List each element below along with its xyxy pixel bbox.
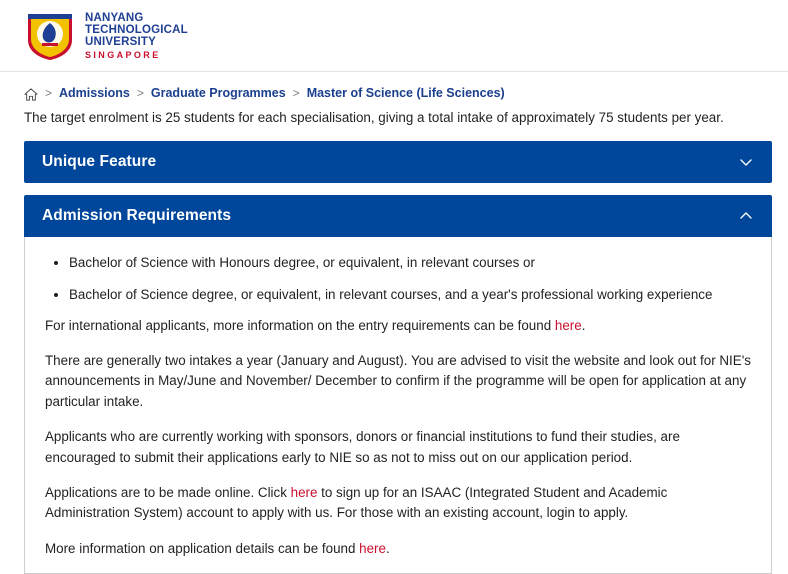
breadcrumb-separator-2: >	[136, 86, 144, 100]
breadcrumb-separator-3: >	[292, 86, 300, 100]
breadcrumb-item-graduate-programmes[interactable]: Graduate Programmes	[150, 86, 286, 100]
paragraph-more-information	[45, 539, 751, 559]
intro-paragraph: The target enrolment is 25 students for each specialisation, giving a total intake of approximately 75 students per year.	[24, 110, 724, 125]
accordion-header-unique-feature[interactable]	[24, 141, 772, 183]
logo-line-3: UNIVERSITY	[85, 36, 157, 49]
accordion-title-unique-feature: Unique Feature	[42, 153, 157, 171]
ntu-crest-icon	[24, 10, 76, 62]
list-item: • Bachelor of Science degree, or equivalent, in relevant courses, and a year's professional working experience	[69, 285, 751, 305]
chevron-down-icon[interactable]	[738, 154, 754, 170]
paragraph-text-tail: to sign up for an ISAAC (Integrated Student and Academic Administration System) account to apply with us. For those with an existing account, login to apply.	[45, 484, 668, 521]
paragraph-text-tail: .	[385, 540, 390, 556]
breadcrumb	[0, 72, 788, 100]
link-isaac-signup-here[interactable]: here	[290, 484, 318, 500]
home-icon[interactable]	[24, 88, 38, 101]
paragraph-sponsors: Applicants who are currently working with sponsors, donors or financial institutions to fund their studies, are encouraged to submit their applications early to NIE so as not to miss out on our application period.	[45, 429, 680, 465]
chevron-up-icon[interactable]	[738, 208, 754, 224]
breadcrumb-item-master-of-science[interactable]: Master of Science (Life Sciences)	[306, 86, 505, 100]
paragraph-text-tail: .	[581, 317, 586, 333]
logo-line-2: TECHNOLOGICAL	[85, 23, 188, 36]
accordion-title-admission-requirements: Admission Requirements	[42, 207, 232, 225]
paragraph-intakes: There are generally two intakes a year (January and August). You are advised to visit the website and look out for NIE's announcements in May/June and November/ December to confirm if the programme will be open for application at any particular intake.	[45, 353, 751, 409]
accordion-unique-feature	[24, 141, 772, 183]
list-item: • Bachelor of Science with Honours degree, or equivalent, in relevant courses or	[69, 253, 751, 273]
paragraph-text: Applications are to be made online. Click	[45, 484, 291, 500]
accordion-group	[0, 127, 788, 574]
paragraph-international-applicants	[45, 316, 751, 336]
logo-line-1: NANYANG	[85, 11, 144, 24]
paragraph-text: For international applicants, more information on the entry requirements can be found	[45, 317, 555, 333]
requirements-list	[45, 253, 751, 304]
breadcrumb-item-admissions[interactable]: Admissions	[59, 86, 130, 100]
accordion-admission-requirements	[24, 195, 772, 574]
logo-line-4: SINGAPORE	[85, 49, 161, 60]
breadcrumb-separator-1: >	[45, 86, 53, 100]
link-entry-requirements-here[interactable]: here	[554, 317, 582, 333]
ntu-logo[interactable]	[24, 10, 188, 62]
accordion-body-admission-requirements	[24, 237, 772, 574]
paragraph-applications-online	[45, 483, 751, 524]
paragraph-text: More information on application details can be found	[45, 540, 360, 556]
accordion-header-admission-requirements[interactable]	[24, 195, 772, 237]
site-header	[0, 0, 788, 72]
link-application-details-here[interactable]: here	[359, 540, 386, 556]
ntu-wordmark	[85, 12, 188, 61]
